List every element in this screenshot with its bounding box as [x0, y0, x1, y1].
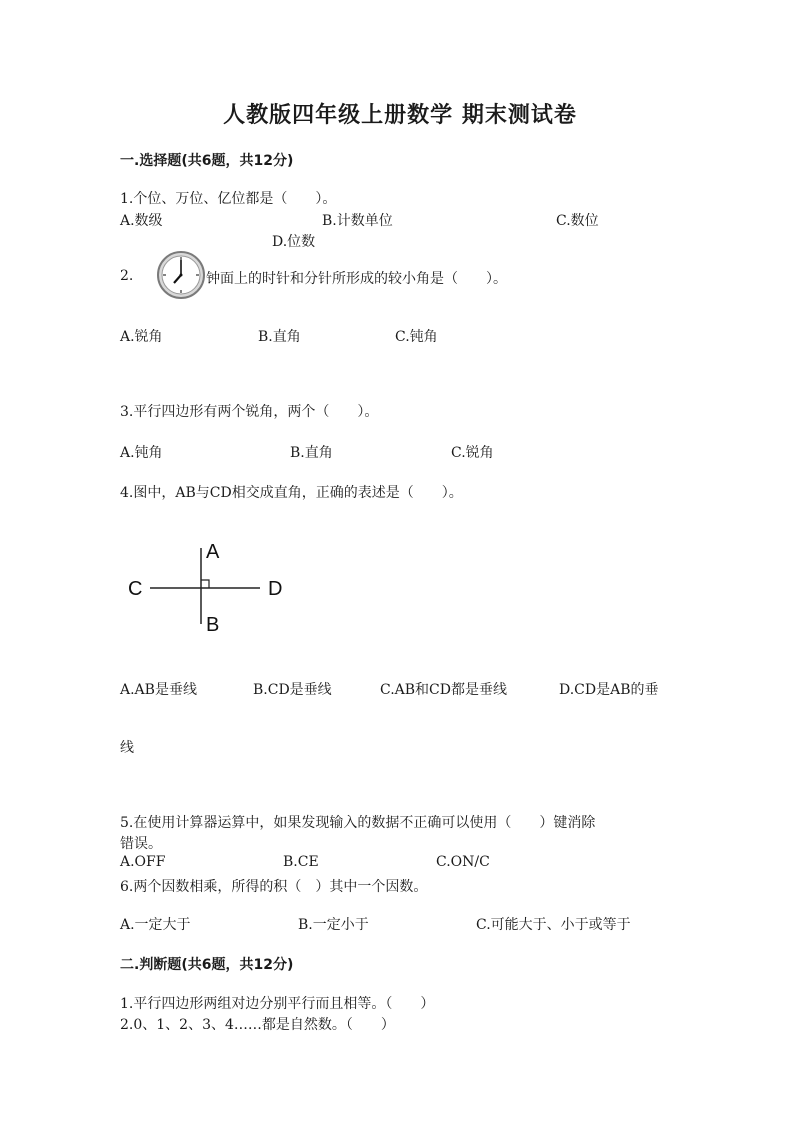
- q4-option-c: C.AB和CD都是垂线: [380, 682, 507, 698]
- q1-option-c: C.数位: [556, 213, 599, 229]
- question-1: 1.个位、万位、亿位都是（ ）。: [120, 191, 337, 207]
- q6-option-c: C.可能大于、小于或等于: [476, 917, 631, 933]
- q3-option-a: A.钝角: [120, 445, 163, 461]
- judgement-2: 2.0、1、2、3、4……都是自然数。（ ）: [120, 1017, 395, 1033]
- q4-option-d-wrap: 线: [120, 740, 134, 756]
- q5-option-b: B.CE: [283, 854, 319, 870]
- label-b: B: [206, 614, 220, 636]
- question-5-line1: 5.在使用计算器运算中，如果发现输入的数据不正确可以使用（ ）键消除: [120, 815, 596, 831]
- judgement-1: 1.平行四边形两组对边分别平行而且相等。（ ）: [120, 996, 435, 1012]
- q3-option-b: B.直角: [290, 445, 333, 461]
- q4-option-d: D.CD是AB的垂: [559, 682, 659, 698]
- label-d: D: [268, 578, 283, 600]
- q4-option-a: A.AB是垂线: [120, 682, 197, 698]
- q6-option-a: A.一定大于: [120, 917, 191, 933]
- question-2-number: 2.: [120, 268, 134, 284]
- question-6: 6.两个因数相乘，所得的积（ ）其中一个因数。: [120, 879, 428, 895]
- section-heading-choice: 一.选择题(共6题，共12分): [120, 153, 294, 169]
- q6-option-b: B.一定小于: [298, 917, 369, 933]
- q1-option-b: B.计数单位: [322, 213, 393, 229]
- q2-option-a: A.锐角: [120, 329, 163, 345]
- right-angle-mark: [201, 580, 209, 588]
- q1-option-a: A.数级: [120, 213, 163, 229]
- label-c: C: [128, 578, 143, 600]
- label-a: A: [206, 541, 220, 563]
- clock-image: [156, 250, 206, 304]
- q5-option-a: A.OFF: [120, 854, 166, 870]
- q2-option-b: B.直角: [258, 329, 301, 345]
- q2-option-c: C.钝角: [395, 329, 438, 345]
- q4-option-b: B.CD是垂线: [253, 682, 332, 698]
- question-3: 3.平行四边形有两个锐角，两个（ ）。: [120, 404, 379, 420]
- page-title: 人教版四年级上册数学 期末测试卷: [223, 103, 577, 128]
- question-5-line2: 错误。: [120, 836, 162, 852]
- q3-option-c: C.锐角: [451, 445, 494, 461]
- q5-option-c: C.ON/C: [436, 854, 490, 870]
- question-4: 4.图中，AB与CD相交成直角，正确的表述是（ ）。: [120, 485, 463, 501]
- question-2: 钟面上的时针和分针所形成的较小角是（ ）。: [206, 271, 507, 287]
- perpendicular-lines-figure: [120, 536, 300, 640]
- q1-option-d: D.位数: [272, 234, 316, 250]
- section-heading-judgement: 二.判断题(共6题，共12分): [120, 957, 294, 973]
